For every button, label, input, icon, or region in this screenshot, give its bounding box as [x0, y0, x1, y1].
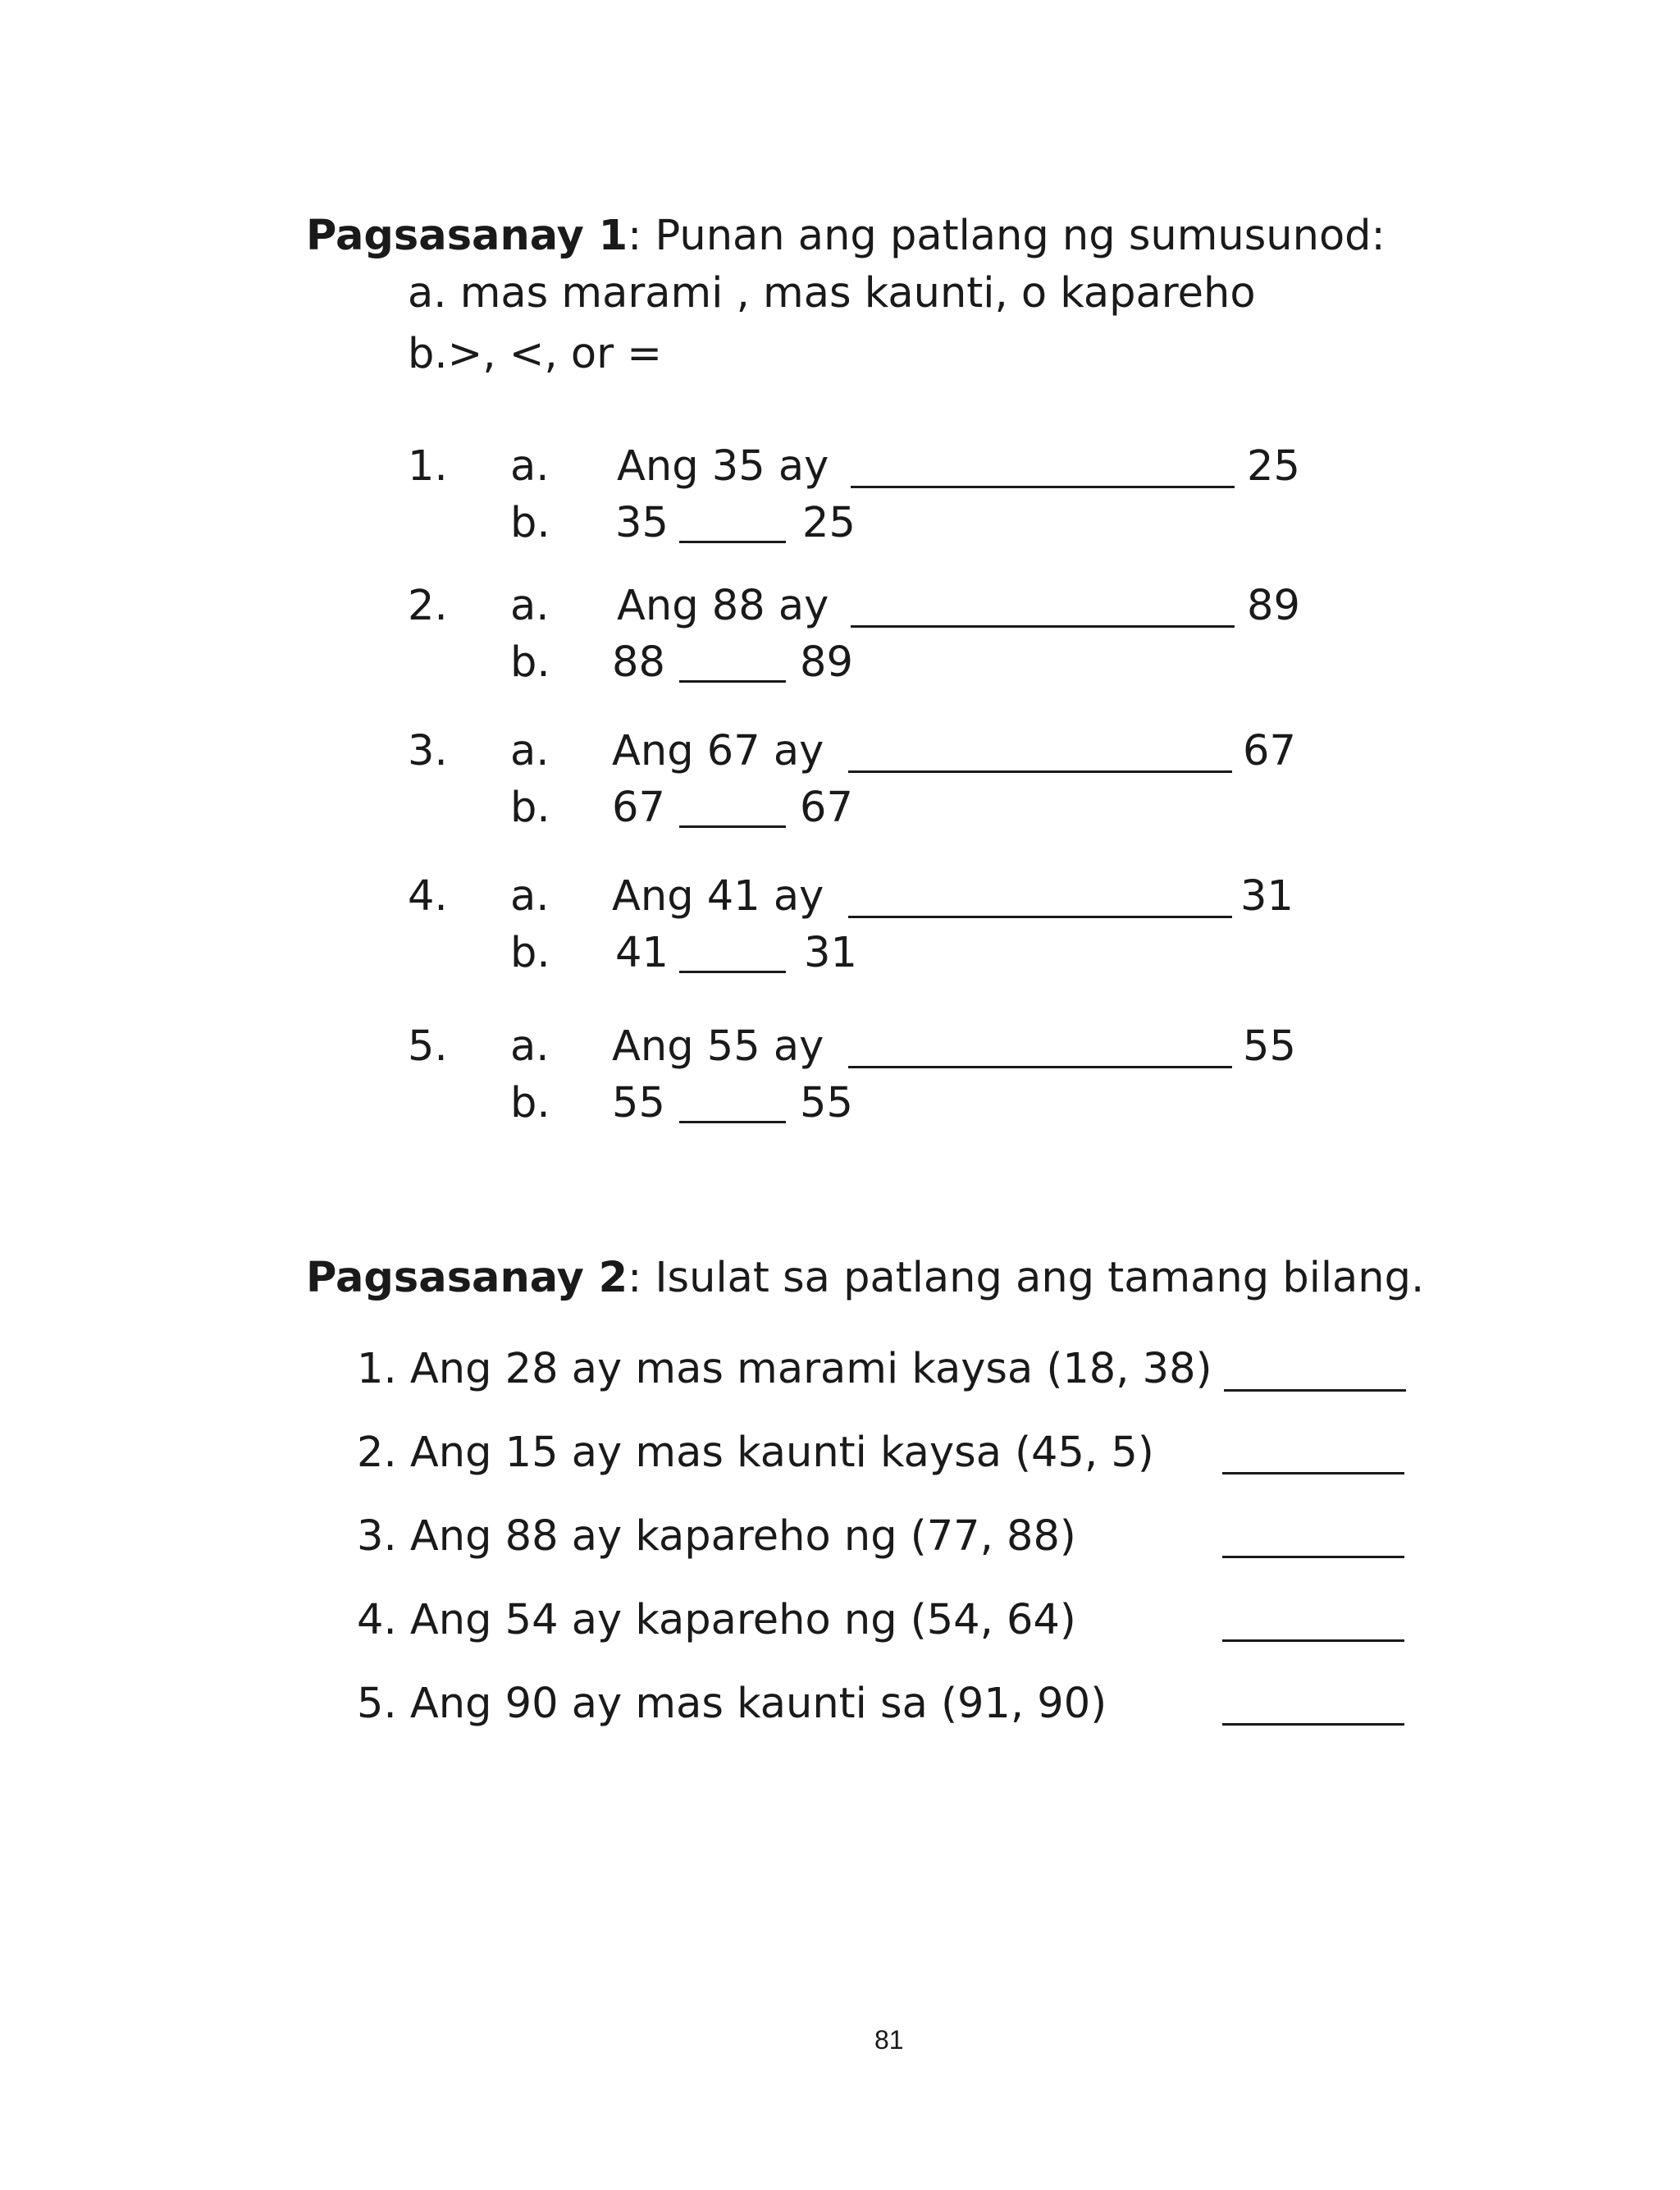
- exercise2-item3-blank[interactable]: [1222, 1556, 1404, 1558]
- item1-a-blank[interactable]: [851, 486, 1235, 488]
- item5-number: 5.: [408, 1022, 448, 1071]
- item2-a-blank[interactable]: [851, 625, 1235, 628]
- option-b-text: >, <, or =: [447, 330, 663, 378]
- item4-b-left: 41: [615, 929, 669, 977]
- option-a-marker: a.: [408, 269, 447, 318]
- item1-a-text: Ang 35 ay: [617, 442, 829, 491]
- item2-a-right: 89: [1247, 582, 1300, 630]
- option-a-text: mas marami , mas kaunti, o kapareho: [459, 269, 1256, 318]
- item3-number: 3.: [408, 727, 448, 775]
- exercise1-heading: [306, 212, 1386, 260]
- item5-a-blank[interactable]: [848, 1066, 1232, 1068]
- item1-a-marker: a.: [510, 442, 550, 491]
- item2-a-text: Ang 88 ay: [617, 582, 829, 630]
- item4-number: 4.: [408, 872, 448, 921]
- item3-a-marker: a.: [510, 727, 550, 775]
- item4-a-marker: a.: [510, 872, 550, 921]
- item2-b-right: 89: [800, 638, 853, 687]
- item3-b-marker: b.: [510, 784, 550, 832]
- item2-b-left: 88: [612, 638, 665, 687]
- exercise2-item5-blank[interactable]: [1222, 1723, 1404, 1726]
- exercise2-item2-blank[interactable]: [1222, 1472, 1404, 1474]
- item4-a-text: Ang 41 ay: [612, 872, 824, 921]
- item1-b-blank[interactable]: [679, 541, 786, 543]
- exercise2-item4-text: 4. Ang 54 ay kapareho ng (54, 64): [357, 1596, 1076, 1644]
- item4-a-right: 31: [1240, 872, 1294, 921]
- item1-b-left: 35: [615, 499, 669, 547]
- item2-b-marker: b.: [510, 638, 550, 687]
- item4-a-blank[interactable]: [848, 916, 1232, 918]
- exercise2-title: Pagsasanay 2: [306, 1254, 628, 1302]
- item1-b-right: 25: [802, 499, 856, 547]
- exercise2-item1-blank[interactable]: [1224, 1389, 1406, 1392]
- item5-a-right: 55: [1243, 1022, 1296, 1071]
- item5-b-blank[interactable]: [679, 1121, 786, 1123]
- item2-b-blank[interactable]: [679, 680, 786, 683]
- exercise1-option-b: [408, 330, 663, 378]
- exercise1-option-a: [408, 269, 1256, 318]
- option-b-marker: b.: [408, 330, 448, 378]
- item4-b-marker: b.: [510, 929, 550, 977]
- item2-number: 2.: [408, 582, 448, 630]
- item3-b-right: 67: [800, 784, 853, 832]
- item5-b-right: 55: [800, 1079, 853, 1127]
- exercise2-heading: [306, 1254, 1425, 1302]
- item1-b-marker: b.: [510, 499, 550, 547]
- item3-b-left: 67: [612, 784, 665, 832]
- item3-a-blank[interactable]: [848, 770, 1232, 773]
- item2-a-marker: a.: [510, 582, 550, 630]
- item1-number: 1.: [408, 442, 448, 491]
- item5-b-marker: b.: [510, 1079, 550, 1127]
- item5-b-left: 55: [612, 1079, 665, 1127]
- item3-a-right: 67: [1243, 727, 1296, 775]
- item1-a-right: 25: [1247, 442, 1300, 491]
- item4-b-right: 31: [804, 929, 857, 977]
- exercise2-item1-text: 1. Ang 28 ay mas marami kaysa (18, 38): [357, 1345, 1212, 1393]
- item3-a-text: Ang 67 ay: [612, 727, 824, 775]
- item5-a-text: Ang 55 ay: [612, 1022, 824, 1071]
- page-number: 81: [874, 2025, 904, 2055]
- exercise1-instruction: : Punan ang patlang ng sumusunod:: [628, 212, 1386, 260]
- exercise2-item3-text: 3. Ang 88 ay kapareho ng (77, 88): [357, 1512, 1076, 1561]
- item4-b-blank[interactable]: [679, 971, 786, 973]
- exercise2-item5-text: 5. Ang 90 ay mas kaunti sa (91, 90): [357, 1680, 1107, 1728]
- exercise1-title: Pagsasanay 1: [306, 212, 628, 260]
- exercise2-item2-text: 2. Ang 15 ay mas kaunti kaysa (45, 5): [357, 1429, 1154, 1477]
- exercise2-item4-blank[interactable]: [1222, 1639, 1404, 1642]
- item3-b-blank[interactable]: [679, 825, 786, 828]
- exercise2-instruction: : Isulat sa patlang ang tamang bilang.: [628, 1254, 1425, 1302]
- item5-a-marker: a.: [510, 1022, 550, 1071]
